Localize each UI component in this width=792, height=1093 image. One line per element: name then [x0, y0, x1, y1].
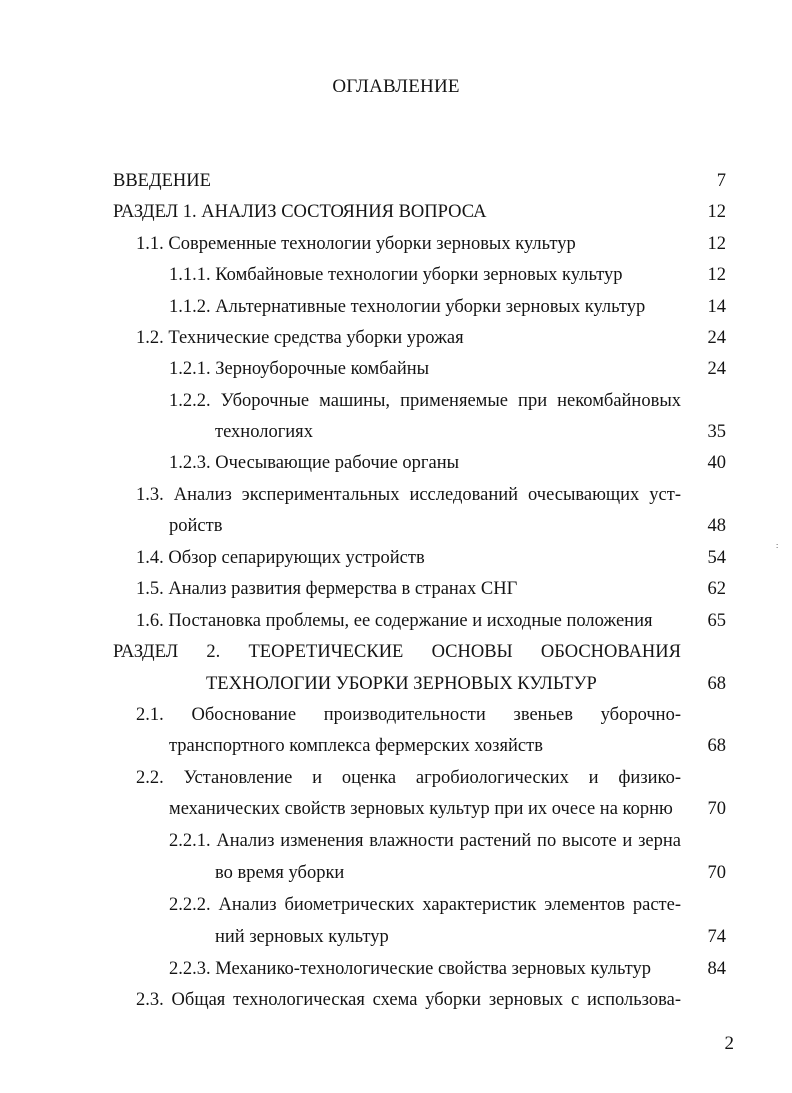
- toc-entry-1-3: 1.3. Анализ экспериментальных исследований очесывающих уст-: [136, 485, 681, 505]
- toc-entry-section-2-continuation: ТЕХНОЛОГИИ УБОРКИ ЗЕРНОВЫХ КУЛЬТУР: [206, 674, 597, 694]
- toc-entry-1-1: 1.1. Современные технологии уборки зерновых культур: [136, 234, 576, 254]
- toc-page-number: 68: [707, 736, 726, 756]
- margin-mark: :: [776, 541, 779, 550]
- toc-entry-section-1: РАЗДЕЛ 1. АНАЛИЗ СОСТОЯНИЯ ВОПРОСА: [113, 202, 487, 222]
- toc-entry-1-6: 1.6. Постановка проблемы, ее содержание и исходные положения: [136, 611, 653, 631]
- toc-page-number: 14: [707, 297, 726, 317]
- toc-page-number: 70: [707, 863, 726, 883]
- toc-page-number: 7: [716, 171, 726, 191]
- toc-entry-2-2-continuation: механических свойств зерновых культур при их очесе на корню: [169, 799, 673, 819]
- toc-page-number: 68: [707, 674, 726, 694]
- toc-entry-1-2-1: 1.2.1. Зерноуборочные комбайны: [169, 359, 430, 379]
- toc-page-number: 70: [707, 799, 726, 819]
- toc-entry-1-1-2: 1.1.2. Альтернативные технологии уборки зерновых культур: [169, 297, 646, 317]
- toc-entry-section-2: РАЗДЕЛ 2. ТЕОРЕТИЧЕСКИЕ ОСНОВЫ ОБОСНОВАНИЯ: [113, 642, 681, 662]
- toc-entry-2-2-1-continuation: во время уборки: [215, 863, 345, 883]
- toc-page-number: 65: [707, 611, 726, 631]
- toc-page-number: 74: [707, 927, 726, 947]
- toc-entry-1-2-2-continuation: технологиях: [215, 422, 313, 442]
- toc-page-number: 12: [707, 234, 726, 254]
- toc-entry-1-3-continuation: ройств: [169, 516, 223, 536]
- toc-entry-2-1: 2.1. Обоснование производительности звеньев уборочно-: [136, 705, 681, 725]
- toc-page-number: 62: [707, 579, 726, 599]
- toc-page-number: 12: [707, 202, 726, 222]
- toc-entry-introduction: ВВЕДЕНИЕ: [113, 171, 211, 191]
- toc-entry-2-3: 2.3. Общая технологическая схема уборки зерновых с использова-: [136, 990, 681, 1010]
- toc-page-number: 24: [707, 328, 726, 348]
- toc-page-number: 48: [707, 516, 726, 536]
- toc-page-number: 35: [707, 422, 726, 442]
- page-number: 2: [724, 1033, 734, 1054]
- toc-entry-2-2-2: 2.2.2. Анализ биометрических характеристик элементов расте-: [169, 895, 681, 915]
- toc-entry-1-2-2: 1.2.2. Уборочные машины, применяемые при некомбайновых: [169, 391, 681, 411]
- toc-entry-1-4: 1.4. Обзор сепарирующих устройств: [136, 548, 425, 568]
- toc-entry-2-2-2-continuation: ний зерновых культур: [215, 927, 389, 947]
- toc-entry-1-2: 1.2. Технические средства уборки урожая: [136, 328, 464, 348]
- toc-entry-2-2-3: 2.2.3. Механико-технологические свойства зерновых культур: [169, 959, 652, 979]
- toc-entry-2-1-continuation: транспортного комплекса фермерских хозяйств: [169, 736, 543, 756]
- toc-entry-1-2-3: 1.2.3. Очесывающие рабочие органы: [169, 453, 460, 473]
- toc-page-number: 40: [707, 453, 726, 473]
- toc-entry-1-1-1: 1.1.1. Комбайновые технологии уборки зерновых культур: [169, 265, 623, 285]
- page-title: ОГЛАВЛЕНИЕ: [332, 76, 460, 97]
- toc-entry-1-5: 1.5. Анализ развития фермерства в странах СНГ: [136, 579, 518, 599]
- toc-entry-2-2-1: 2.2.1. Анализ изменения влажности растений по высоте и зерна: [169, 831, 681, 851]
- toc-page-number: 54: [707, 548, 726, 568]
- toc-page-number: 84: [707, 959, 726, 979]
- toc-entry-2-2: 2.2. Установление и оценка агробиологических и физико-: [136, 768, 681, 788]
- toc-page-number: 12: [707, 265, 726, 285]
- toc-page-number: 24: [707, 359, 726, 379]
